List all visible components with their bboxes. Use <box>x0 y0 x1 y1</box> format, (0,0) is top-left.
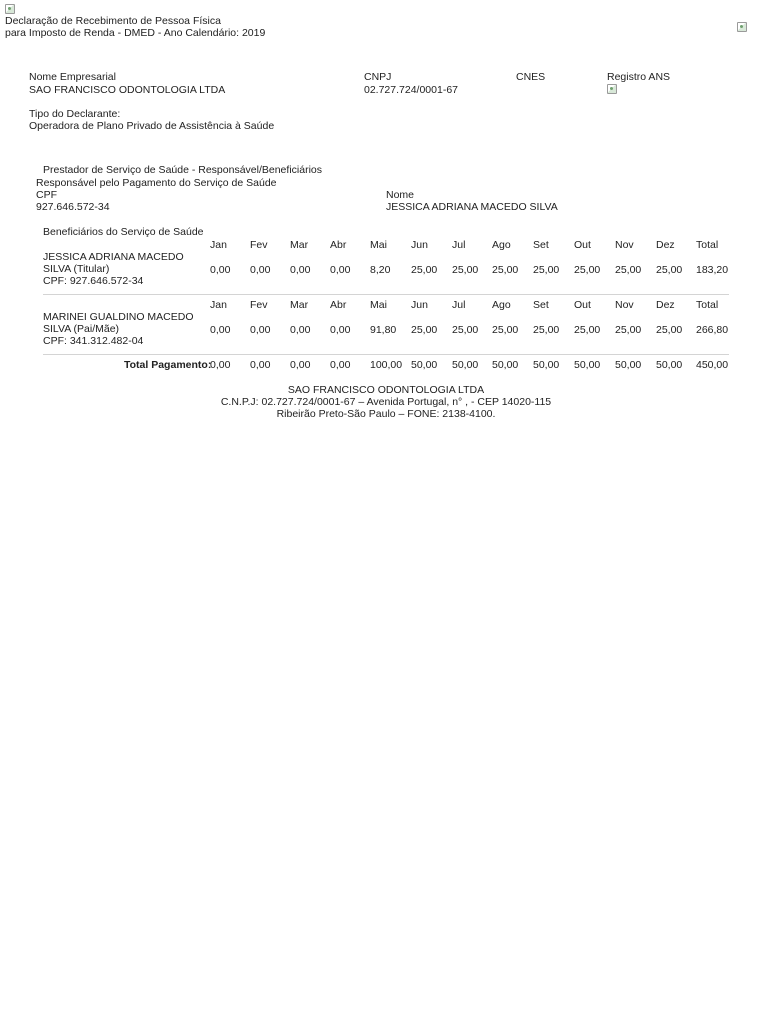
declarant-type-value: Operadora de Plano Privado de Assistência à Saúde <box>29 120 275 132</box>
month-header-fev: Fev <box>250 239 268 251</box>
total-mar: 0,00 <box>290 359 311 371</box>
footer-company-name: SAO FRANCISCO ODONTOLOGIA LTDA <box>287 384 485 396</box>
month-header-total: Total <box>696 299 719 311</box>
total-jul: 50,00 <box>452 359 479 371</box>
value-ago: 25,00 <box>492 324 519 336</box>
value-total: 266,80 <box>696 324 729 336</box>
month-header-abr: Abr <box>330 239 347 251</box>
month-header-fev: Fev <box>250 299 268 311</box>
broken-image-icon <box>5 4 15 14</box>
value-out: 25,00 <box>574 324 601 336</box>
registro-ans-label: Registro ANS <box>607 71 671 83</box>
document-title-line1: Declaração de Recebimento de Pessoa Física <box>5 15 221 27</box>
month-header-mar: Mar <box>290 239 309 251</box>
total-nov: 50,00 <box>615 359 642 371</box>
month-header-nov: Nov <box>615 299 634 311</box>
value-jan: 0,00 <box>210 264 231 276</box>
value-ago: 25,00 <box>492 264 519 276</box>
value-jun: 25,00 <box>411 264 438 276</box>
responsible-name-label: Nome <box>386 189 415 201</box>
footer-address: C.N.P.J: 02.727.724/0001-67 – Avenida Portugal, n° , - CEP 14020-115 <box>220 396 552 408</box>
month-header-abr: Abr <box>330 299 347 311</box>
value-jun: 25,00 <box>411 324 438 336</box>
beneficiary-name-line2: SILVA (Pai/Mãe) <box>43 323 120 335</box>
total-total: 450,00 <box>696 359 729 371</box>
month-header-dez: Dez <box>656 239 675 251</box>
value-total: 183,20 <box>696 264 729 276</box>
month-header-mai: Mai <box>370 239 387 251</box>
month-header-jul: Jul <box>452 239 466 251</box>
month-header-out: Out <box>574 299 591 311</box>
month-header-jan: Jan <box>210 239 227 251</box>
footer-city-phone: Ribeirão Preto-São Paulo – FONE: 2138-4100. <box>276 408 496 420</box>
value-jan: 0,00 <box>210 324 231 336</box>
month-header-total: Total <box>696 239 719 251</box>
value-dez: 25,00 <box>656 324 683 336</box>
row-divider <box>43 294 729 295</box>
total-out: 50,00 <box>574 359 601 371</box>
total-abr: 0,00 <box>330 359 351 371</box>
responsible-cpf-label: CPF <box>36 189 57 201</box>
total-payment-label: Total Pagamento: <box>124 359 212 371</box>
declarant-type-label: Tipo do Declarante: <box>29 108 121 120</box>
row-divider <box>43 354 729 355</box>
month-header-jun: Jun <box>411 239 428 251</box>
beneficiaries-title: Beneficiários do Serviço de Saúde <box>43 226 204 238</box>
value-abr: 0,00 <box>330 324 351 336</box>
total-dez: 50,00 <box>656 359 683 371</box>
month-header-ago: Ago <box>492 299 511 311</box>
month-header-out: Out <box>574 239 591 251</box>
value-dez: 25,00 <box>656 264 683 276</box>
responsible-cpf-value: 927.646.572-34 <box>36 201 110 213</box>
month-header-jan: Jan <box>210 299 227 311</box>
total-ago: 50,00 <box>492 359 519 371</box>
value-set: 25,00 <box>533 324 560 336</box>
total-jan: 0,00 <box>210 359 231 371</box>
beneficiary-name-line1: MARINEI GUALDINO MACEDO <box>43 311 194 323</box>
month-header-nov: Nov <box>615 239 634 251</box>
company-name-value: SAO FRANCISCO ODONTOLOGIA LTDA <box>29 84 226 96</box>
value-fev: 0,00 <box>250 264 271 276</box>
cnpj-value: 02.727.724/0001-67 <box>364 84 459 96</box>
broken-image-icon <box>737 22 747 32</box>
month-header-set: Set <box>533 299 549 311</box>
value-jul: 25,00 <box>452 264 479 276</box>
month-header-ago: Ago <box>492 239 511 251</box>
total-mai: 100,00 <box>370 359 403 371</box>
total-set: 50,00 <box>533 359 560 371</box>
beneficiary-name-line2: SILVA (Titular) <box>43 263 110 275</box>
month-header-dez: Dez <box>656 299 675 311</box>
month-header-set: Set <box>533 239 549 251</box>
value-mar: 0,00 <box>290 264 311 276</box>
month-header-mai: Mai <box>370 299 387 311</box>
month-header-jul: Jul <box>452 299 466 311</box>
value-fev: 0,00 <box>250 324 271 336</box>
total-fev: 0,00 <box>250 359 271 371</box>
value-out: 25,00 <box>574 264 601 276</box>
responsible-name-value: JESSICA ADRIANA MACEDO SILVA <box>386 201 558 213</box>
month-header-mar: Mar <box>290 299 309 311</box>
value-mai: 8,20 <box>370 264 391 276</box>
beneficiary-cpf: CPF: 341.312.482-04 <box>43 335 144 347</box>
value-mai: 91,80 <box>370 324 397 336</box>
document-title-line2: para Imposto de Renda - DMED - Ano Calendário: 2019 <box>5 27 266 39</box>
month-header-jun: Jun <box>411 299 428 311</box>
value-mar: 0,00 <box>290 324 311 336</box>
broken-image-icon <box>607 84 617 94</box>
company-name-label: Nome Empresarial <box>29 71 116 83</box>
beneficiary-name-line1: JESSICA ADRIANA MACEDO <box>43 251 184 263</box>
value-set: 25,00 <box>533 264 560 276</box>
value-jul: 25,00 <box>452 324 479 336</box>
total-jun: 50,00 <box>411 359 438 371</box>
cnpj-label: CNPJ <box>364 71 392 83</box>
cnes-label: CNES <box>516 71 546 83</box>
value-nov: 25,00 <box>615 264 642 276</box>
beneficiary-cpf: CPF: 927.646.572-34 <box>43 275 144 287</box>
responsible-label: Responsável pelo Pagamento do Serviço de Saúde <box>36 177 277 189</box>
provider-section-title: Prestador de Serviço de Saúde - Responsável/Beneficiários <box>43 164 322 176</box>
value-abr: 0,00 <box>330 264 351 276</box>
value-nov: 25,00 <box>615 324 642 336</box>
